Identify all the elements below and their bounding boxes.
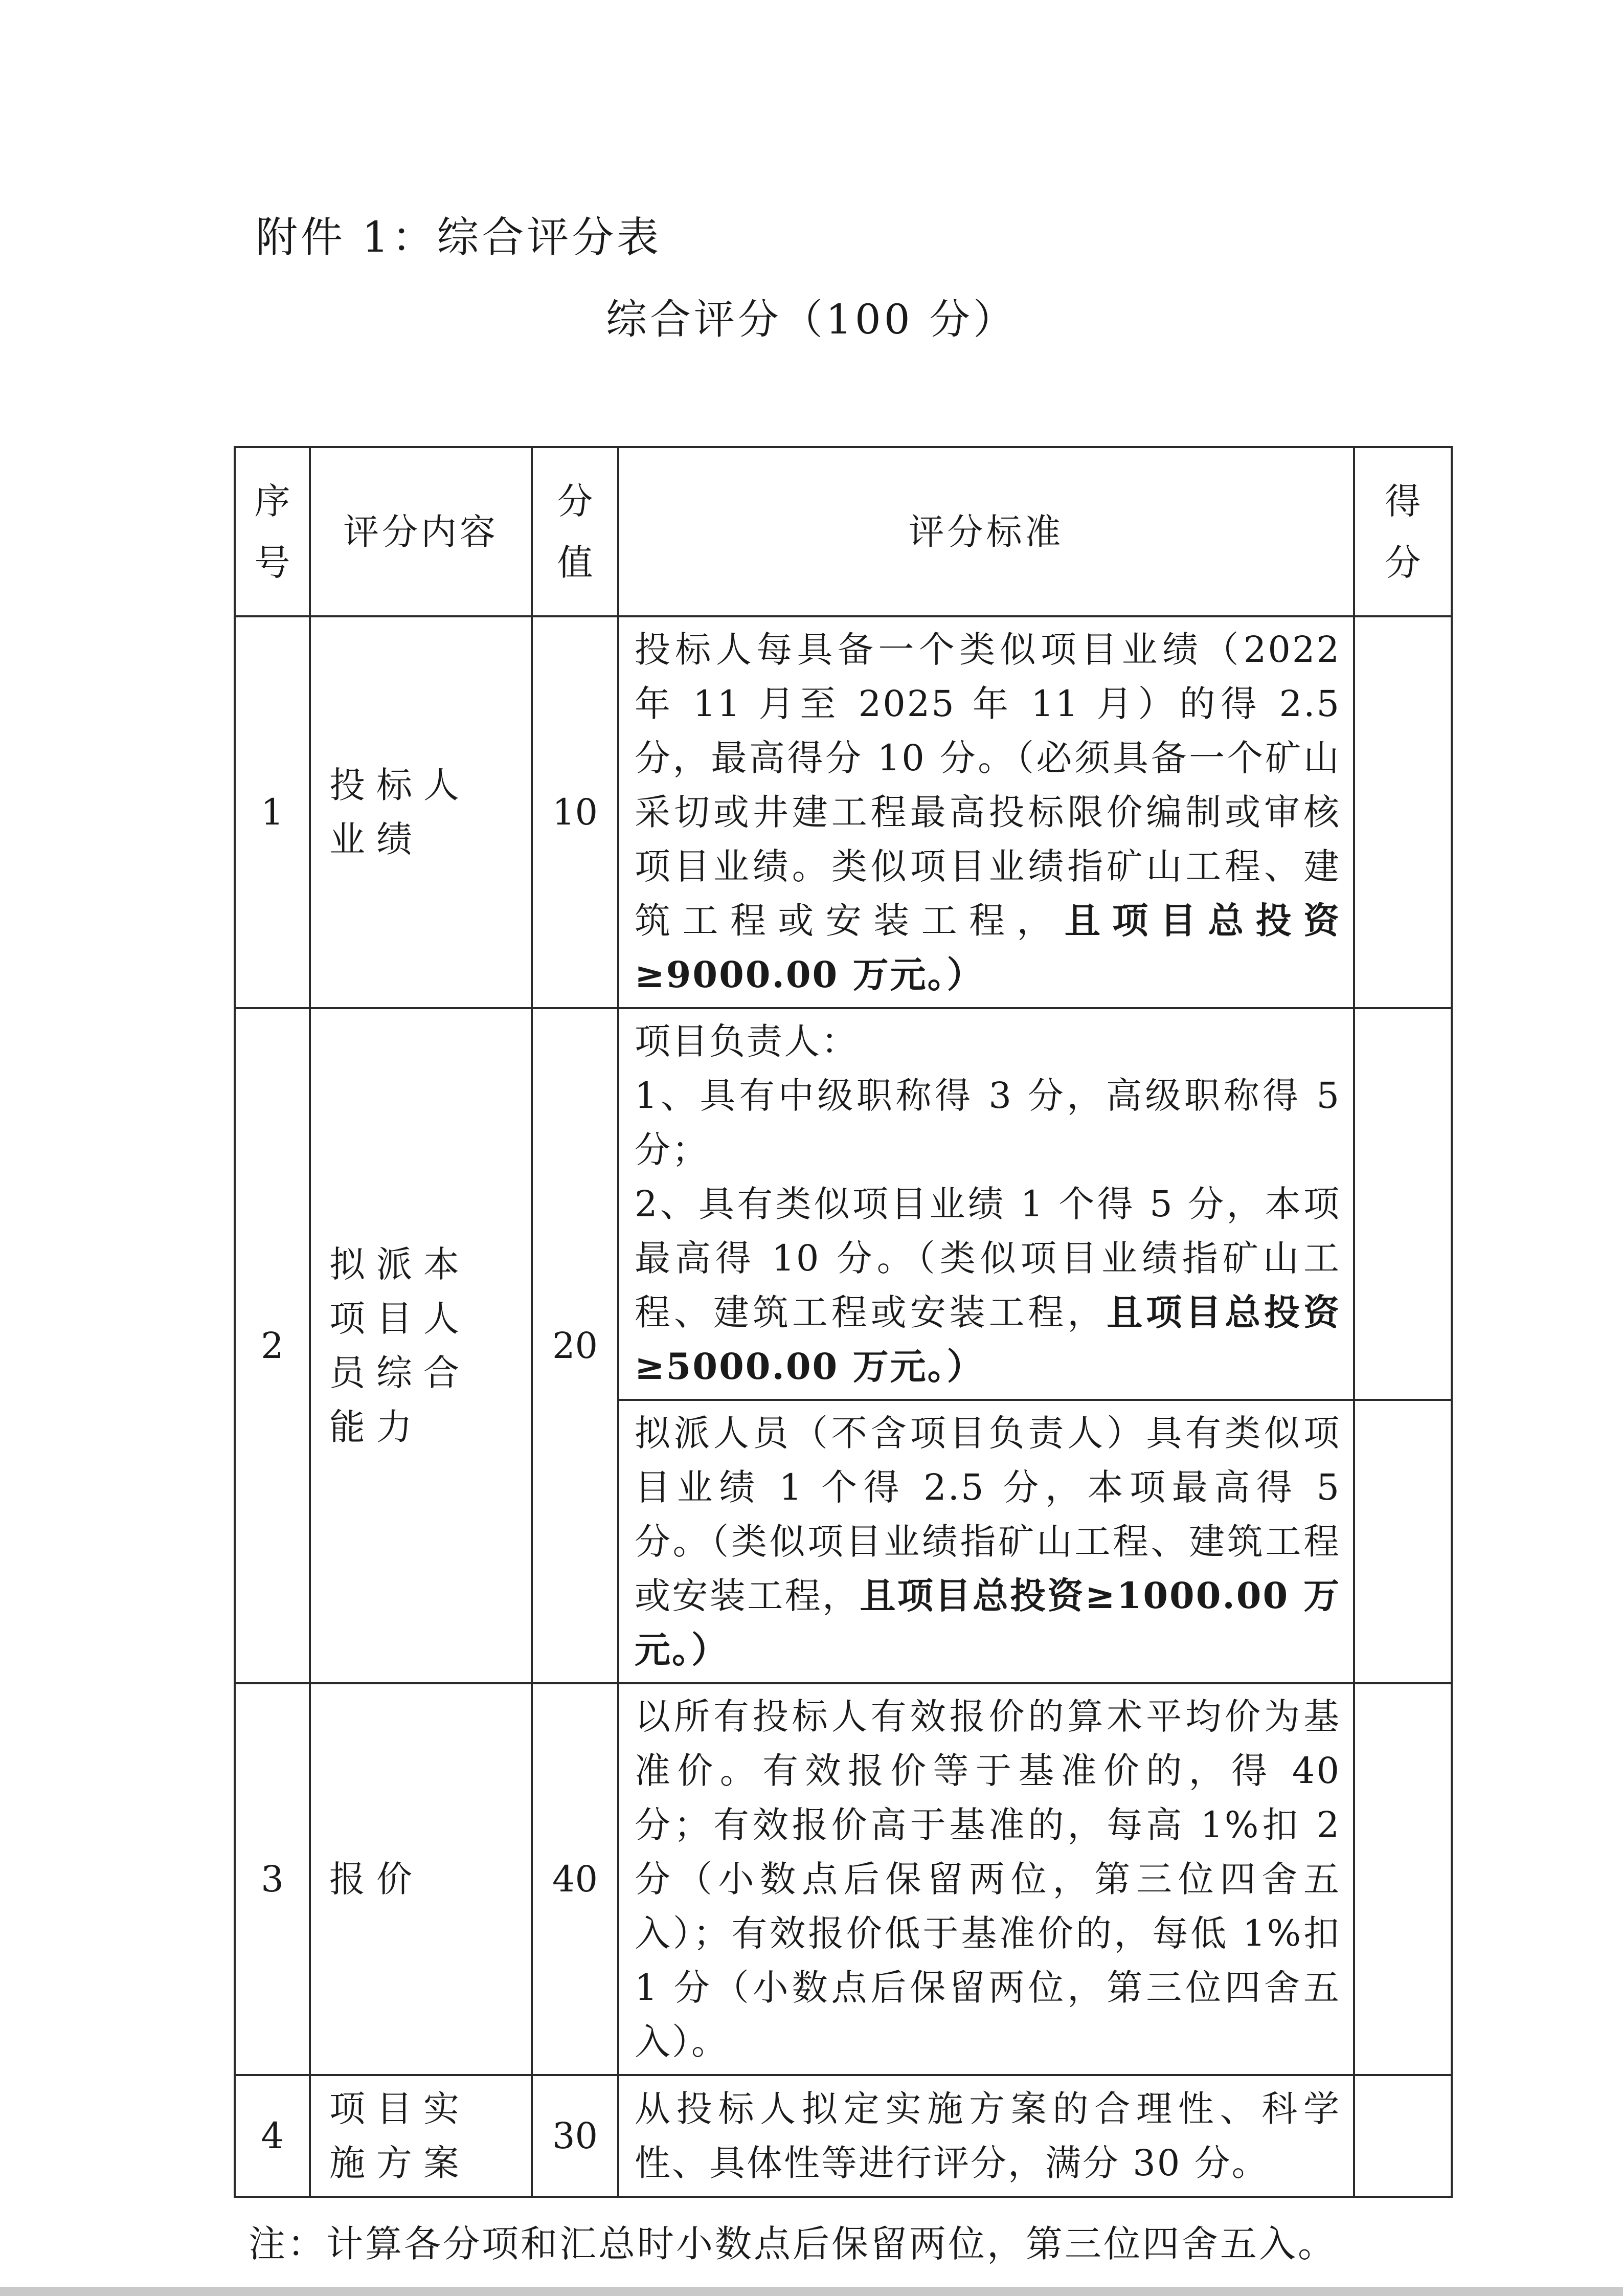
row-criteria [618, 1683, 1354, 2075]
row-content: 项目实施方案 [310, 2075, 532, 2197]
row-criteria [618, 1008, 1354, 1400]
criteria-bold-text: 且项目总投资≥1000.00 万元。） [635, 1574, 1341, 1671]
row-score: 40 [532, 1683, 618, 2075]
row-no: 1 [235, 616, 310, 1008]
score-cell[interactable] [1354, 2075, 1452, 2197]
scoring-table [234, 446, 1453, 2198]
table-header-row [235, 447, 1452, 616]
criteria-bold-text: 且项目总投资≥9000.00 万元。） [635, 899, 1341, 996]
header-score: 分值 [557, 480, 593, 584]
row-content: 拟派本项目人员综合能力 [310, 1008, 532, 1683]
header-content: 评分内容 [310, 447, 532, 616]
row-score: 30 [532, 2075, 618, 2197]
table-subtitle: 综合评分（100 分） [605, 296, 1018, 343]
table-row [235, 2075, 1452, 2197]
criteria-text: 从投标人拟定实施方案的合理性、科学性、具体性等进行评分，满分 30 分。 [635, 2088, 1341, 2184]
row-criteria [618, 616, 1354, 1008]
row-criteria [618, 2075, 1354, 2197]
table-row [235, 1008, 1452, 1400]
footnote: 注：计算各分项和汇总时小数点后保留两位，第三位四舍五入。 [249, 2222, 1337, 2265]
row-content: 报价 [310, 1683, 532, 2075]
score-cell[interactable] [1354, 1683, 1452, 2075]
criteria-text: 以所有投标人有效报价的算术平均价为基准价。有效报价等于基准价的，得 40 分；有效报价高于基准的，每高 1%扣 2 分（小数点后保留两位，第三位四舍五入）；有效报价低于基准价的，每低 1%扣 1 分（小数点后保留两位，第三位四舍五入）。 [635, 1696, 1341, 2063]
row-no: 3 [235, 1683, 310, 2075]
score-cell[interactable] [1354, 1008, 1452, 1400]
table-row [235, 616, 1452, 1008]
row-content: 投标人业绩 [310, 616, 532, 1008]
document-body [234, 446, 1440, 2269]
header-result: 得分 [1385, 480, 1421, 584]
row-score: 20 [532, 1008, 618, 1683]
header-no: 序号 [254, 480, 290, 584]
header-criteria: 评分标准 [618, 447, 1354, 616]
row-no: 2 [235, 1008, 310, 1683]
attachment-title: 附件 1：综合评分表 [256, 213, 662, 262]
scan-edge [0, 2287, 1623, 2296]
table-row [235, 1683, 1452, 2075]
row-no: 4 [235, 2075, 310, 2197]
criteria-text: 拟派人员（不含项目负责人）具有类似项目业绩 1 个得 2.5 分，本项最高得 5 分。（类似项目业绩指矿山工程、建筑工程或安装工程， [635, 1412, 1341, 1617]
criteria-text: 投标人每具备一个类似项目业绩（2022 年 11 月至 2025 年 11 月）的得 2.5 分，最高得分 10 分。（必须具备一个矿山采切或井建工程最高投标限价编制或审核项目业绩。类似项目业绩指矿山工程、建筑工程或安装工程， [635, 629, 1341, 942]
row-score: 10 [532, 616, 618, 1008]
row-criteria [618, 1400, 1354, 1683]
criteria-text: 项目负责人： 1、具有中级职称得 3 分，高级职称得 5 分； 2、具有类似项目业绩 1 个得 5 分，本项最高得 10 分。（类似项目业绩指矿山工程、建筑工程或安装工程， [635, 1020, 1341, 1333]
criteria-bold-text: 且项目总投资≥5000.00 万元。） [635, 1291, 1341, 1388]
score-cell[interactable] [1354, 616, 1452, 1008]
score-cell[interactable] [1354, 1400, 1452, 1683]
